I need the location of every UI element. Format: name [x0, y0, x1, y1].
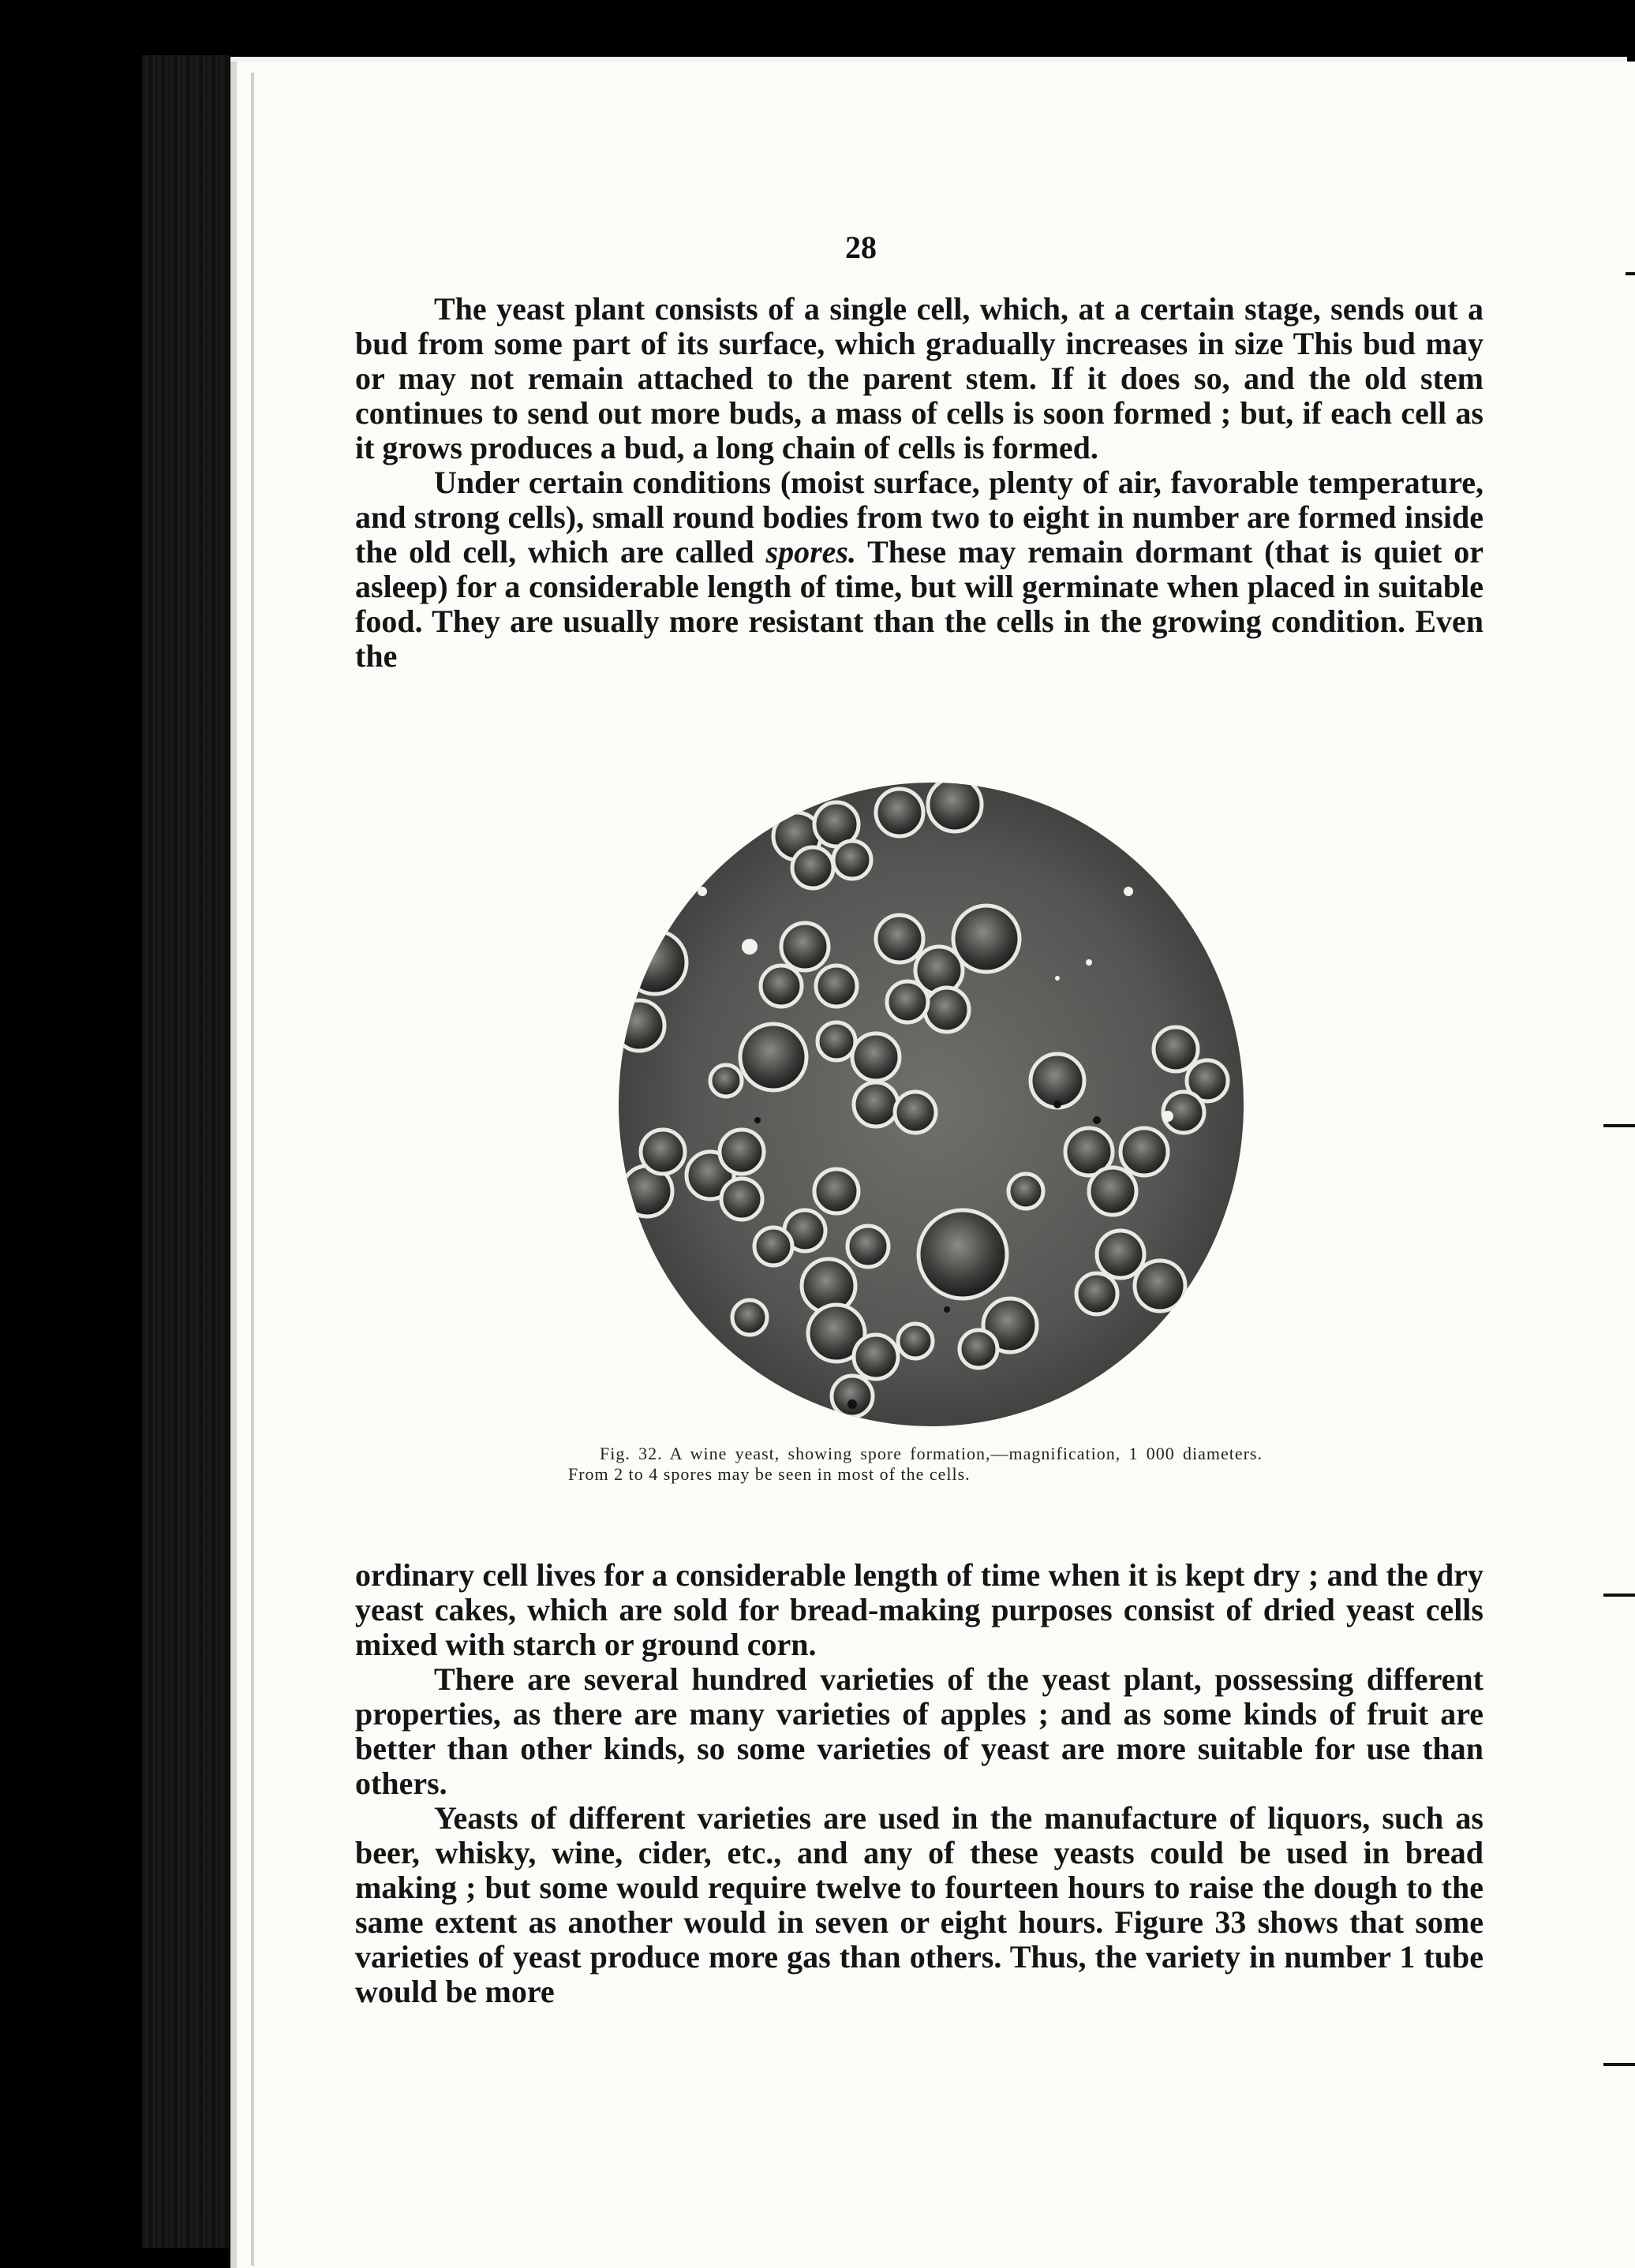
- paragraph: The yeast plant consists of a single cell, which, at a certain stage, sends out a bud from some part of its surface, which gradually increases in size This bud may or may not remain attached to the parent stem. If it does so, and the old stem continues to send out more buds, a mass of cells is soon formed ; but, if each cell as it grows produces a bud, a long chain of cells is formed.: [355, 291, 1483, 465]
- micrograph-figure: [615, 781, 1247, 1428]
- text-block-bottom: [355, 1558, 1483, 2009]
- paragraph-text: These may remain dormant (that is quiet or asleep) for a considerable length of time, but will germinate when placed in suitable food. They are usually more resistant than the cells in the growing condition. Even the: [355, 534, 1483, 674]
- paragraph: Yeasts of different varieties are used in the manufacture of liquors, such as beer, whisky, wine, cider, etc., and any of these yeasts could be used in bread making ; but some would require twelve to fourteen hours to raise the dough to the same extent as another would in seven or eight hours. Figure 33 shows that some varieties of yeast produce more gas than others. Thus, the variety in number 1 tube would be more: [355, 1800, 1483, 2009]
- paragraph: [355, 465, 1483, 674]
- book-spine-edge: [142, 55, 229, 2248]
- caption-text: Fig. 32. A wine yeast, showing spore formation,—magnification, 1 000 diameters. From 2 to 4 spores may be seen in most of the cells.: [568, 1444, 1263, 1484]
- page-number: 28: [845, 230, 877, 265]
- figure-caption: [568, 1444, 1263, 1485]
- gutter-line: [251, 73, 254, 2266]
- italic-term: spores.: [765, 534, 856, 570]
- paragraph: There are several hundred varieties of the yeast plant, possessing different properties, as there are many varieties of apples ; and as some kinds of fruit are better than other kinds, so some varieties of yeast are more suitable for use than others.: [355, 1661, 1483, 1801]
- text-block-top: [355, 292, 1483, 674]
- yeast-micrograph-image: [615, 781, 1247, 1428]
- paragraph-text: Under certain conditions (moist surface, plenty of air, favorable temperature, and strong cells), small round bodies from two to eight in number are formed inside the old cell, which are called: [355, 465, 1483, 570]
- paragraph: ordinary cell lives for a considerable length of time when it is kept dry ; and the dry yeast cakes, which are sold for bread-making purposes consist of dried yeast cells mixed with starch or ground corn.: [355, 1557, 1483, 1662]
